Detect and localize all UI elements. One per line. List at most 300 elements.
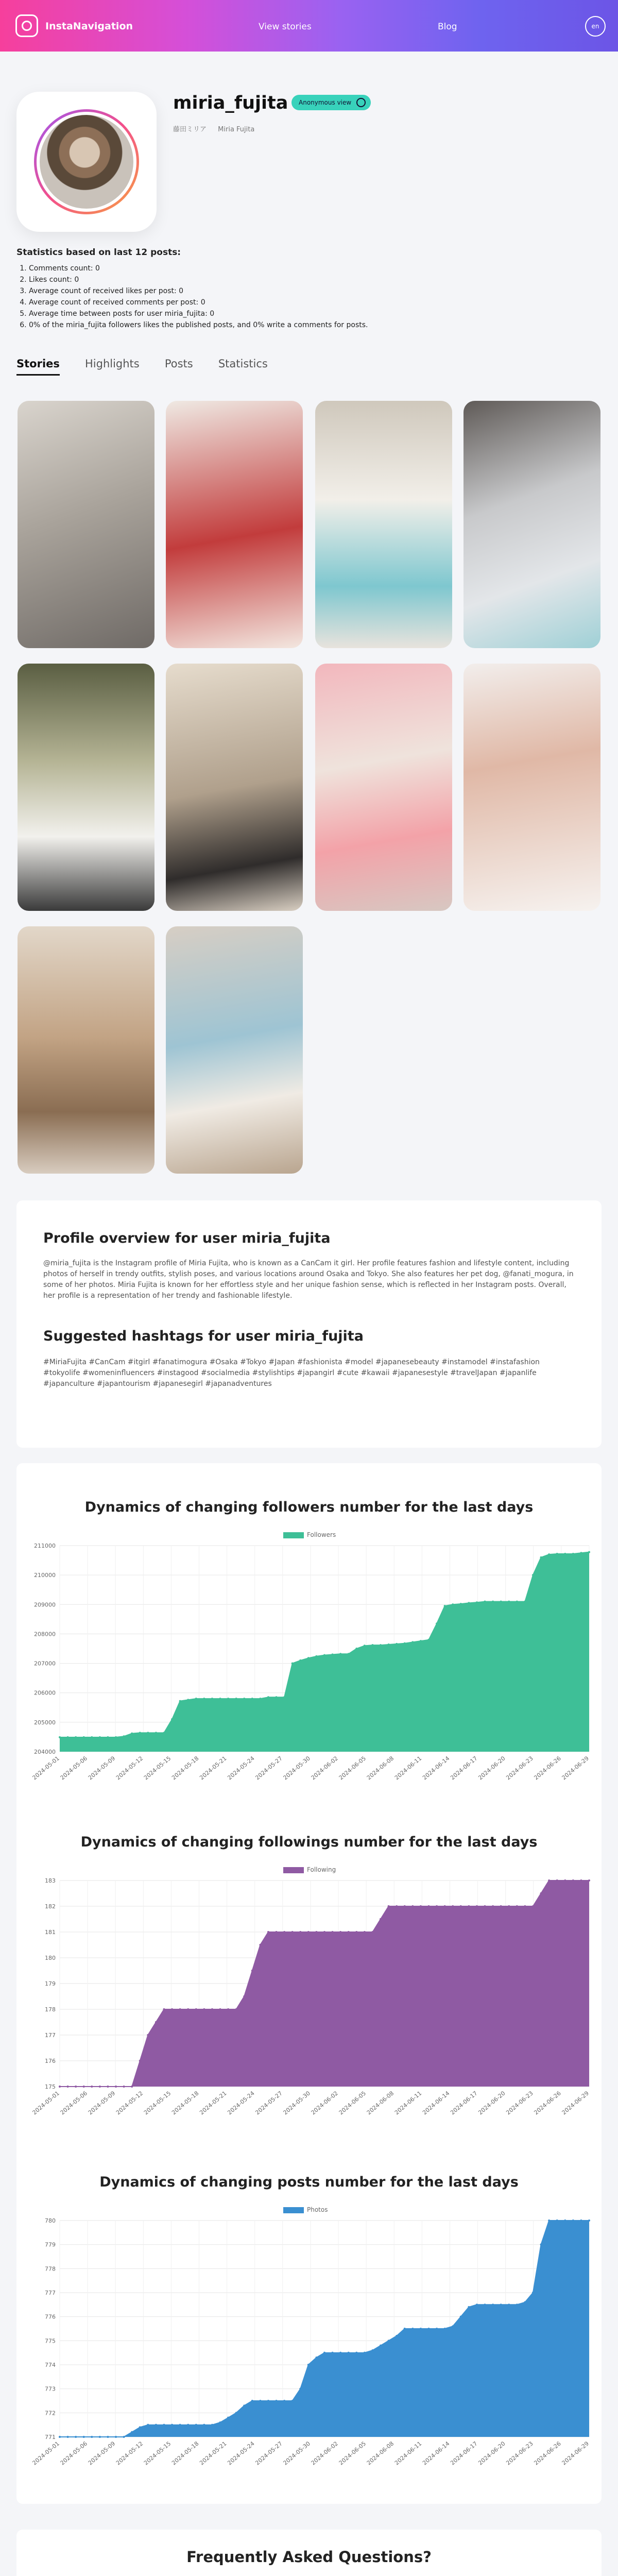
data-point [211,2008,213,2010]
data-point [131,2086,133,2088]
data-point [259,1944,261,1946]
y-tick-label: 777 [45,2290,56,2296]
data-point [227,1698,229,1700]
stats-item: 5. Average time between posts for user miria_fujita: 0 [29,308,368,319]
data-point [484,1601,486,1603]
x-tick-label: 2024-06-17 [449,2440,479,2467]
x-tick-label: 2024-05-15 [143,2440,173,2467]
story-thumbnail[interactable] [464,664,600,911]
x-tick-label: 2024-05-06 [59,2090,89,2116]
story-thumbnail[interactable] [166,926,303,1174]
hashtags-title: Suggested hashtags for user miria_fujita [43,1328,364,1344]
data-point [371,1644,373,1646]
data-point [235,2008,237,2010]
x-tick-label: 2024-06-11 [393,2440,423,2467]
data-point [243,1995,245,1997]
nav-view-stories[interactable]: View stories [259,22,312,32]
story-thumbnail[interactable] [18,664,154,911]
data-point [107,2086,109,2088]
data-point [299,1931,301,1933]
data-point [339,1653,341,1655]
data-point [476,1905,478,1907]
story-thumbnail[interactable] [315,664,452,911]
tab-posts[interactable]: Posts [164,358,193,370]
data-point [404,2328,406,2330]
x-tick-label: 2024-06-26 [533,2090,562,2116]
data-point [107,2436,109,2438]
data-point [427,2328,430,2330]
data-point [195,2008,197,2010]
data-point [195,2424,197,2426]
y-tick-label: 774 [45,2362,56,2368]
data-point [59,2086,61,2088]
avatar-ring [34,109,139,214]
stats-item: 6. 0% of the miria_fujita followers likes the published posts, and 0% write a comments for posts. [29,319,368,331]
faq-card [16,2530,602,2576]
legend-followings [283,1866,336,1873]
chart-title-posts: Dynamics of changing posts number for the last days [99,2174,519,2190]
data-point [67,2086,69,2088]
top-bar [0,0,618,52]
profile-subnames [173,124,264,133]
data-point [564,1879,566,1882]
x-tick-label: 2024-06-23 [505,2090,535,2116]
data-point [355,2352,357,2354]
x-tick-label: 2024-06-11 [393,2090,423,2116]
data-point [91,2086,93,2088]
data-point [179,2424,181,2426]
data-point [420,1640,422,1642]
data-point [83,2436,85,2438]
data-point [580,1552,582,1554]
x-tick-label: 2024-06-08 [365,2090,396,2116]
data-point [276,2400,278,2402]
x-tick-label: 2024-06-26 [533,1755,562,1782]
data-point [371,1931,373,1933]
data-point [259,1698,261,1700]
data-point [460,1905,462,1907]
data-point [500,2303,502,2306]
data-point [532,1574,534,1576]
data-point [427,1905,430,1907]
stats-item: 2. Likes count: 0 [29,274,368,285]
data-point [500,1905,502,1907]
data-point [267,1931,269,1933]
x-tick-label: 2024-05-27 [254,2440,284,2467]
hashtags-text: #MiriaFujita #CanCam #itgirl #fanatimogura #Osaka #Tokyo #Japan #fashionista #model #japanesebeauty #instamodel #instafashion #tokyolife #womeninfluencers #instagood #socialmedia #stylishtips #japangirl #cute #kawaii #japanesestyle #travelJapan #japanlife #japanculture #japantourism #japanesegirl #japanadventures [43,1358,540,1388]
data-point [211,2424,213,2426]
data-point [580,2219,582,2222]
x-tick-label: 2024-05-27 [254,1755,284,1782]
y-tick-label: 771 [45,2434,56,2441]
story-thumbnail[interactable] [315,401,452,648]
eye-icon [356,98,366,107]
x-tick-label: 2024-05-30 [282,2090,312,2116]
data-point [187,1699,189,1701]
data-point [155,2021,157,2023]
data-point [323,1931,325,1933]
data-point [123,2086,125,2088]
data-point [251,1698,253,1700]
data-point [291,1663,294,1665]
x-tick-label: 2024-05-24 [226,1755,256,1782]
full-name: Miria Fujita [218,126,255,133]
x-tick-label: 2024-06-17 [449,2090,479,2116]
data-point [492,2303,494,2306]
data-point [516,2303,518,2306]
language-switch[interactable]: en [585,16,606,37]
y-tick-label: 778 [45,2265,56,2273]
data-point [524,1905,526,1907]
data-point [484,2303,486,2306]
data-point [219,2008,221,2010]
data-point [283,2400,285,2402]
data-point [147,2424,149,2426]
data-point [580,1879,582,1882]
data-point [460,2316,462,2318]
y-tick-label: 206000 [34,1689,56,1697]
data-point [516,1905,518,1907]
data-point [131,2431,133,2433]
x-tick-label: 2024-06-02 [310,1755,339,1782]
data-point [75,2436,77,2438]
x-tick-label: 2024-05-27 [254,2090,284,2116]
x-tick-label: 2024-06-14 [421,2090,451,2116]
data-point [323,2352,325,2354]
tab-statistics[interactable]: Statistics [218,358,268,370]
data-point [155,2424,157,2426]
y-tick-label: 775 [45,2337,56,2345]
data-point [259,2400,261,2402]
data-point [500,1601,502,1603]
data-point [163,2008,165,2010]
x-tick-label: 2024-05-01 [31,1755,61,1782]
x-tick-label: 2024-05-18 [170,2090,200,2116]
data-point [492,1601,494,1603]
data-point [364,2352,366,2354]
data-point [396,1905,398,1907]
data-point [492,1905,494,1907]
story-thumbnail[interactable] [18,926,154,1174]
x-tick-label: 2024-06-17 [449,1755,479,1782]
data-point [267,2400,269,2402]
data-point [380,1644,382,1646]
legend-swatch [283,1867,304,1873]
x-tick-label: 2024-06-08 [365,2440,396,2467]
data-point [59,1736,61,1738]
data-point [396,2335,398,2337]
legend-swatch [283,1532,304,1538]
story-thumbnail[interactable] [166,401,303,648]
data-point [468,1602,470,1604]
data-point [139,2060,141,2062]
y-tick-label: 181 [45,1929,56,1936]
x-tick-label: 2024-05-18 [170,1755,200,1782]
data-point [307,1931,310,1933]
data-point [315,1655,317,1657]
followings-chart [16,1875,602,2133]
data-point [388,1643,390,1646]
data-point [452,1603,454,1605]
data-point [476,2303,478,2306]
data-point [267,1696,269,1698]
data-point [468,2306,470,2308]
data-point [75,1736,77,1738]
data-point [276,1931,278,1933]
y-tick-label: 776 [45,2313,56,2320]
x-tick-label: 2024-05-09 [87,2440,117,2467]
series-area [60,1552,589,1752]
data-point [276,1696,278,1698]
data-point [315,1931,317,1933]
y-tick-label: 779 [45,2241,56,2248]
data-point [452,2325,454,2327]
data-point [444,2328,446,2330]
data-point [171,2424,173,2426]
x-tick-label: 2024-06-20 [477,2090,507,2116]
data-point [315,2357,317,2359]
data-point [171,1718,173,1720]
data-point [299,2388,301,2390]
data-point [540,2244,542,2246]
data-point [139,2426,141,2428]
data-point [332,1653,334,1655]
x-tick-label: 2024-06-02 [310,2090,339,2116]
data-point [235,1698,237,1700]
data-point [444,1905,446,1907]
data-point [588,2219,590,2222]
data-point [179,1700,181,1702]
x-tick-label: 2024-05-24 [226,2440,256,2467]
x-tick-label: 2024-05-24 [226,2090,256,2116]
y-tick-label: 208000 [34,1631,56,1638]
data-point [243,1698,245,1700]
data-point [235,2412,237,2414]
legend-label: Following [307,1866,336,1873]
story-thumbnail[interactable] [166,664,303,911]
data-point [83,1736,85,1738]
x-tick-label: 2024-06-23 [505,1755,535,1782]
data-point [59,2436,61,2438]
data-point [564,1553,566,1555]
charts-card [16,1463,602,2504]
instagram-logo-icon[interactable] [15,14,38,37]
x-tick-label: 2024-05-06 [59,1755,89,1782]
anonymous-view-label: Anonymous view [299,99,352,106]
data-point [548,2219,550,2222]
data-point [556,1553,558,1555]
legend-followers [283,1531,336,1538]
x-tick-label: 2024-06-26 [533,2440,562,2467]
y-tick-label: 182 [45,1903,56,1910]
data-point [508,2303,510,2306]
x-tick-label: 2024-05-01 [31,2090,61,2116]
data-point [348,2352,350,2354]
data-point [516,1601,518,1603]
data-point [364,1931,366,1933]
data-point [251,2400,253,2402]
data-point [355,1931,357,1933]
site-name[interactable]: InstaNavigation [45,21,133,32]
x-tick-label: 2024-06-14 [421,2440,451,2467]
data-point [115,2086,117,2088]
data-point [348,1653,350,1655]
nav-blog[interactable]: Blog [438,22,457,32]
data-point [332,2352,334,2354]
chart-title-followers: Dynamics of changing followers number for the last days [84,1499,534,1515]
story-thumbnail[interactable] [464,401,600,648]
data-point [348,1931,350,1933]
data-point [67,1736,69,1738]
data-point [411,1905,414,1907]
data-point [339,1931,341,1933]
data-point [388,1905,390,1907]
x-tick-label: 2024-05-12 [114,1755,145,1782]
data-point [460,1603,462,1605]
x-tick-label: 2024-06-20 [477,1755,507,1782]
x-tick-label: 2024-06-29 [560,2440,590,2467]
data-point [227,2008,229,2010]
x-tick-label: 2024-05-18 [170,2440,200,2467]
data-point [251,1970,253,1972]
data-point [427,1639,430,1641]
tab-highlights[interactable]: Highlights [84,358,140,370]
data-point [380,2345,382,2347]
y-tick-label: 773 [45,2385,56,2393]
stats-item: 3. Average count of received likes per post: 0 [29,285,368,297]
legend-label: Photos [307,2206,328,2213]
data-point [299,1659,301,1662]
data-point [171,2008,173,2010]
data-point [436,1622,438,1624]
data-point [452,1905,454,1907]
data-point [388,2340,390,2342]
data-point [283,1696,285,1698]
data-point [364,1645,366,1647]
data-point [572,1879,574,1882]
data-point [371,2349,373,2351]
story-thumbnail[interactable] [18,401,154,648]
y-tick-label: 207000 [34,1660,56,1667]
y-tick-label: 209000 [34,1601,56,1608]
data-point [524,1601,526,1603]
x-tick-label: 2024-06-05 [337,2090,368,2116]
x-tick-label: 2024-06-11 [393,1755,423,1782]
y-tick-label: 176 [45,2058,56,2064]
data-point [291,2400,294,2402]
data-point [420,2328,422,2330]
data-point [532,2292,534,2294]
anonymous-view-badge [291,95,371,110]
data-point [203,2424,205,2426]
series-area [60,2221,589,2437]
data-point [420,1905,422,1907]
data-point [588,1551,590,1553]
data-point [147,1732,149,1734]
data-point [107,1736,109,1738]
data-point [115,1736,117,1738]
data-point [187,2008,189,2010]
y-tick-label: 204000 [34,1749,56,1755]
data-point [484,1905,486,1907]
data-point [355,1648,357,1650]
x-tick-label: 2024-05-15 [143,2090,173,2116]
x-tick-label: 2024-06-05 [337,1755,368,1782]
y-tick-label: 179 [45,1980,56,1987]
data-point [556,1879,558,1882]
data-point [203,2008,205,2010]
data-point [195,1698,197,1700]
data-point [307,1657,310,1659]
data-point [411,1641,414,1643]
x-tick-label: 2024-05-06 [59,2440,89,2467]
overview-title: Profile overview for user miria_fujita [43,1230,331,1246]
y-tick-label: 175 [45,2083,56,2090]
y-tick-label: 211000 [34,1543,56,1549]
data-point [468,1905,470,1907]
x-tick-label: 2024-06-08 [365,1755,396,1782]
data-point [323,1654,325,1656]
data-point [99,1736,101,1738]
data-point [219,2421,221,2424]
stats-item: 4. Average count of received comments per post: 0 [29,297,368,308]
y-tick-label: 205000 [34,1719,56,1726]
x-tick-label: 2024-05-09 [87,1755,117,1782]
avatar-card [16,92,157,232]
x-tick-label: 2024-06-29 [560,2090,590,2116]
data-point [508,1601,510,1603]
data-point [540,1892,542,1894]
native-name: 藤田ミリア [173,126,207,133]
data-point [83,2086,85,2088]
data-point [404,1642,406,1645]
data-point [588,1879,590,1882]
x-tick-label: 2024-05-12 [114,2440,145,2467]
data-point [548,1553,550,1555]
y-tick-label: 772 [45,2410,56,2417]
data-point [115,2436,117,2438]
data-point [179,2008,181,2010]
data-point [548,1879,550,1882]
data-point [291,1931,294,1933]
profile-tabs [16,358,290,376]
legend-label: Followers [307,1531,336,1538]
tab-stories[interactable]: Stories [16,358,60,376]
data-point [131,1733,133,1735]
data-point [139,1732,141,1734]
profile-overview-card [16,1200,602,1448]
x-tick-label: 2024-05-30 [282,1755,312,1782]
x-tick-label: 2024-05-01 [31,2440,61,2467]
data-point [411,2328,414,2330]
x-tick-label: 2024-05-30 [282,2440,312,2467]
x-tick-label: 2024-06-14 [421,1755,451,1782]
x-tick-label: 2024-05-12 [114,2090,145,2116]
y-tick-label: 177 [45,2032,56,2039]
data-point [532,1905,534,1907]
avatar [37,112,136,212]
data-point [283,1931,285,1933]
data-point [187,2424,189,2426]
x-tick-label: 2024-05-21 [198,1755,228,1782]
data-point [572,2219,574,2222]
data-point [243,2404,245,2406]
data-point [75,2086,77,2088]
data-point [203,1698,205,1700]
data-point [163,1732,165,1734]
stats-title: Statistics based on last 12 posts: [16,247,181,258]
data-point [219,1698,221,1700]
